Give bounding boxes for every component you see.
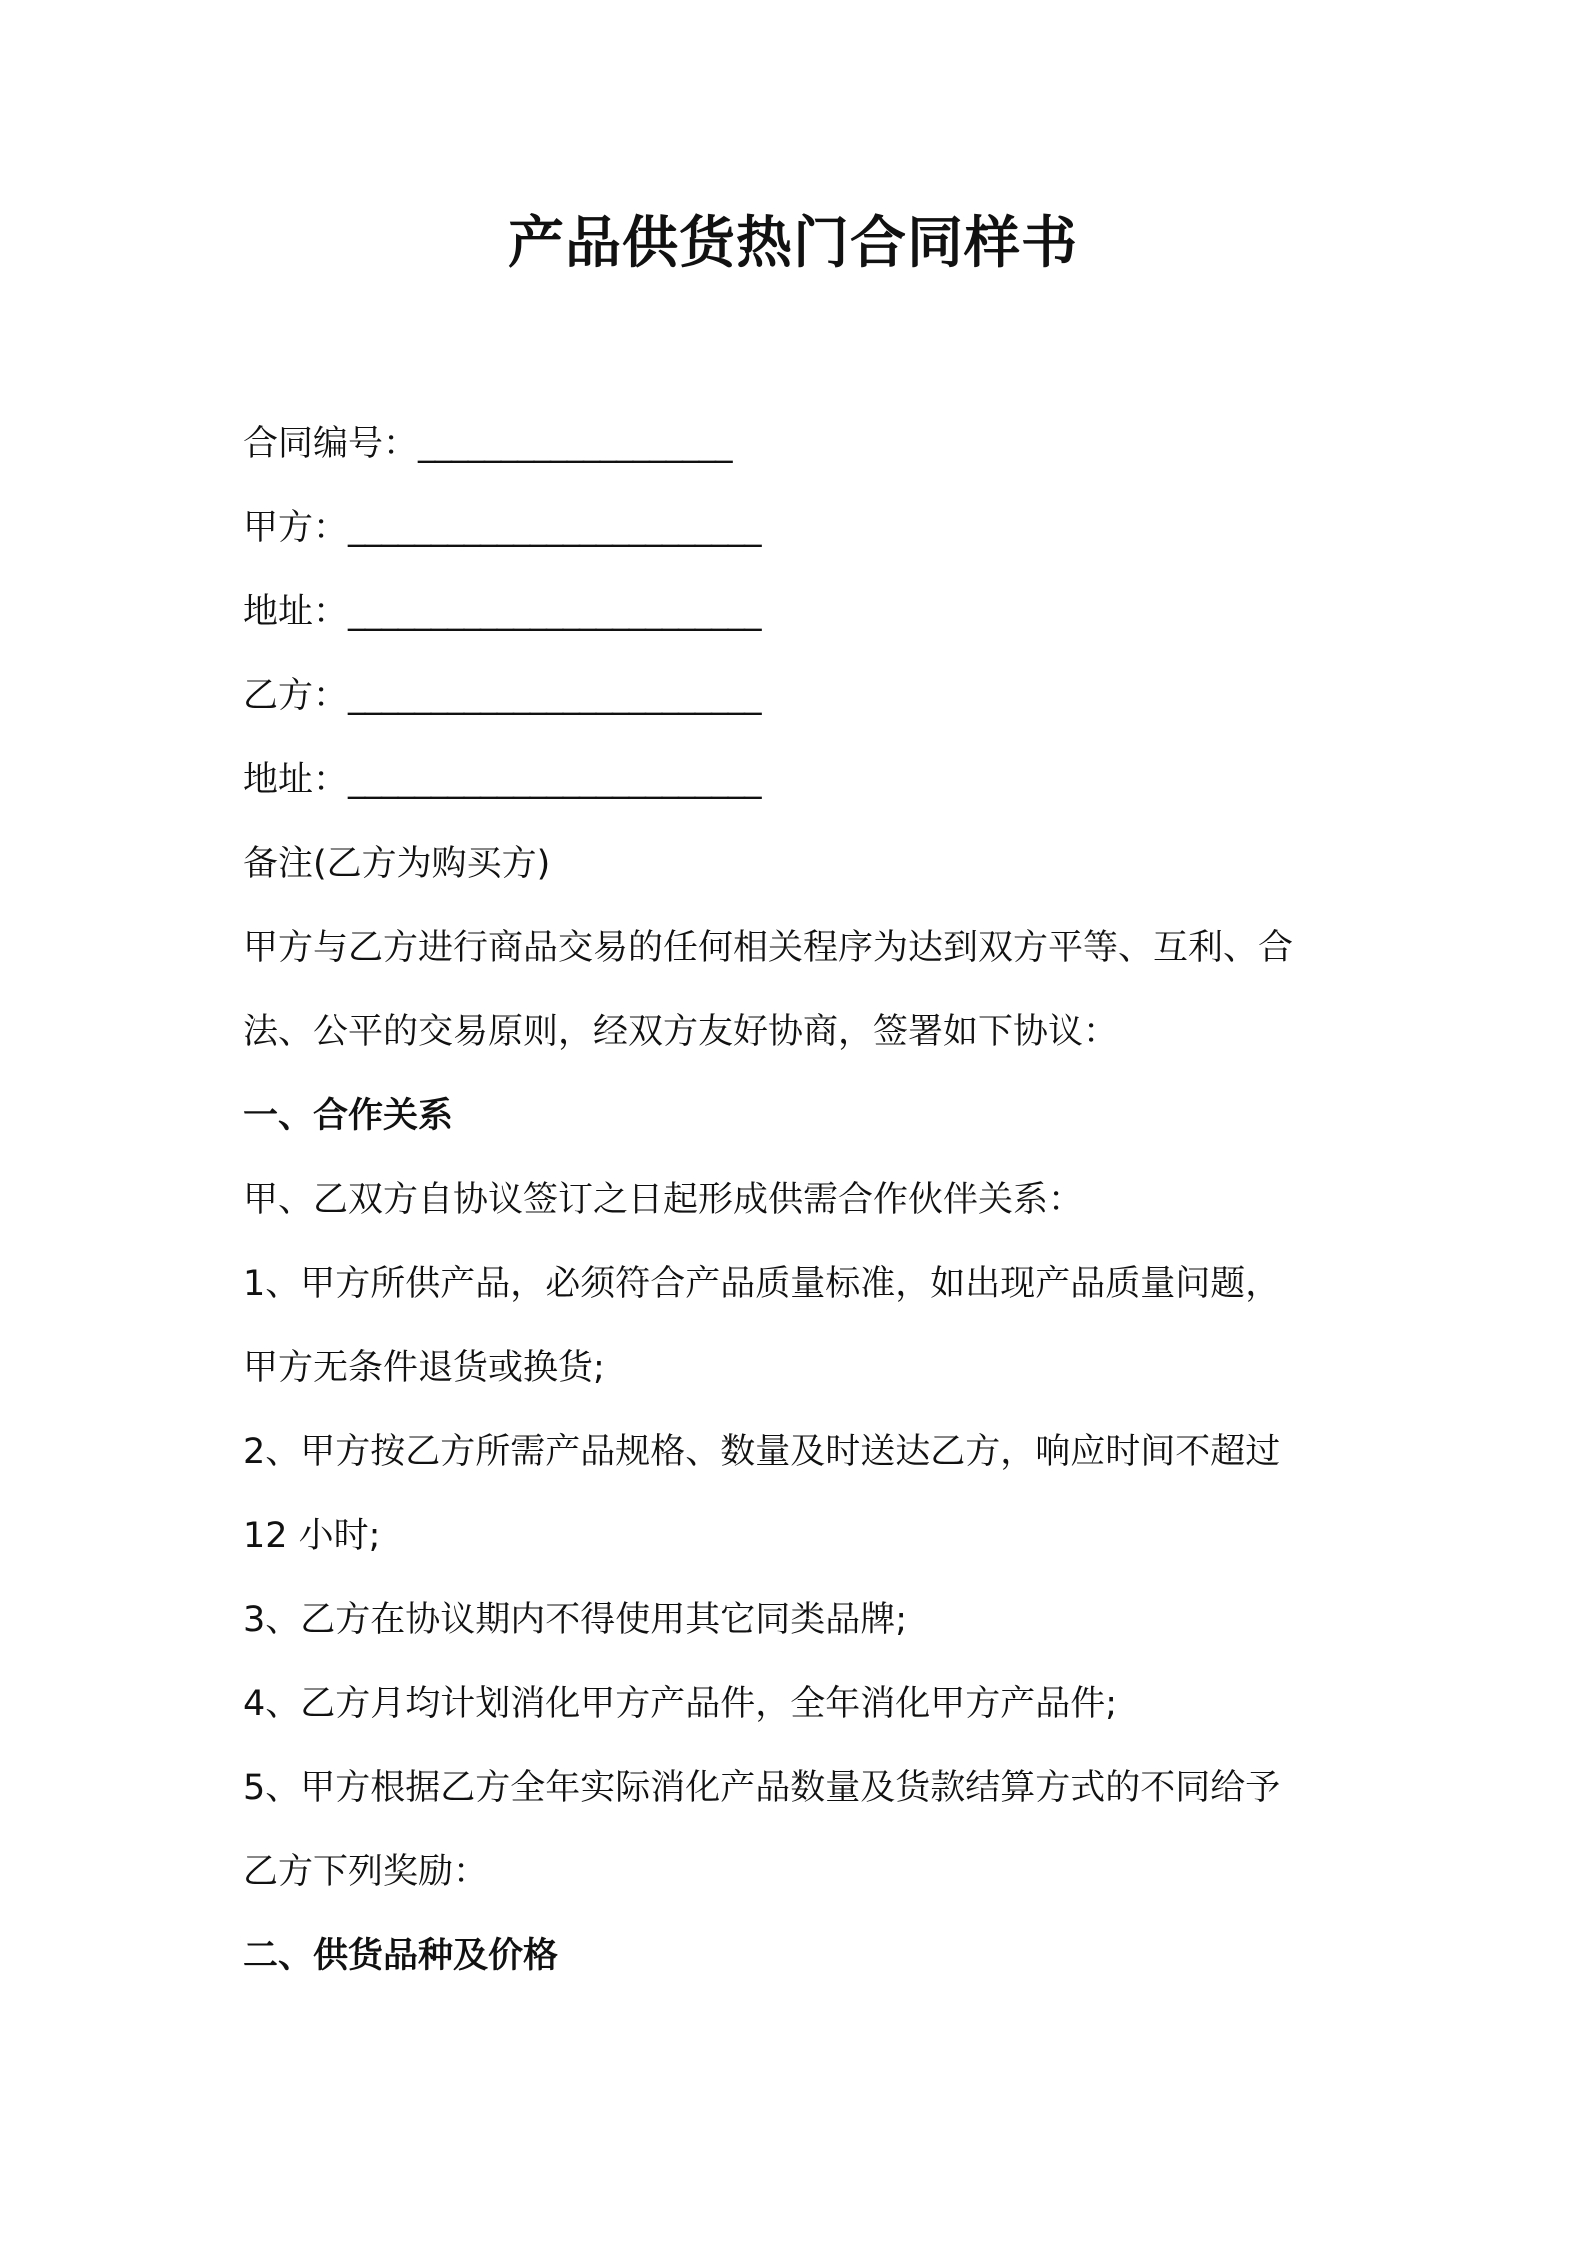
party-b-label: 乙方： — [243, 676, 349, 716]
clause-line: 甲方无条件退货或换货; — [243, 1348, 605, 1388]
clause-line: 2、甲方按乙方所需产品规格、数量及时送达乙方，响应时间不超过 — [243, 1432, 1281, 1472]
clause-line: 12 小时; — [243, 1516, 381, 1556]
clause-line: 5、甲方根据乙方全年实际消化产品数量及货款结算方式的不同给予 — [243, 1768, 1281, 1808]
intro-paragraph-line: 法、公平的交易原则，经双方友好协商，签署如下协议： — [243, 1012, 1119, 1052]
clause-line: 3、乙方在协议期内不得使用其它同类品牌; — [243, 1600, 908, 1640]
remark-line: 备注(乙方为购买方) — [243, 844, 551, 884]
party-a-label: 甲方： — [243, 508, 349, 548]
party-b-blank: _________________________ — [348, 676, 761, 716]
intro-paragraph-line: 甲方与乙方进行商品交易的任何相关程序为达到双方平等、互利、合 — [243, 928, 1294, 968]
party-b-address-label: 地址： — [243, 760, 349, 800]
section-paragraph-line: 甲、乙双方自协议签订之日起形成供需合作伙伴关系： — [243, 1180, 1084, 1220]
party-b-address-blank: _________________________ — [348, 760, 761, 800]
party-a-address-blank: _________________________ — [348, 592, 761, 632]
party-b-address-field — [243, 738, 1358, 822]
contract-number-blank: ___________________ — [418, 424, 732, 464]
clause-line: 乙方下列奖励： — [243, 1852, 489, 1892]
clause-line: 1、甲方所供产品，必须符合产品质量标准，如出现产品质量问题， — [243, 1264, 1281, 1304]
document-title: 产品供货热门合同样书 — [508, 211, 1078, 276]
clause-line: 4、乙方月均计划消化甲方产品件，全年消化甲方产品件; — [243, 1684, 1118, 1724]
contract-number-label: 合同编号： — [243, 424, 419, 464]
party-a-blank: _________________________ — [348, 508, 761, 548]
contract-number-field — [243, 402, 1358, 486]
party-a-field — [243, 486, 1358, 570]
party-a-address-field — [243, 570, 1358, 654]
section-heading: 二、供货品种及价格 — [243, 1936, 559, 1976]
party-b-field — [243, 654, 1358, 738]
section-heading: 一、合作关系 — [243, 1096, 454, 1136]
party-a-address-label: 地址： — [243, 592, 349, 632]
document-body — [243, 402, 1358, 1998]
